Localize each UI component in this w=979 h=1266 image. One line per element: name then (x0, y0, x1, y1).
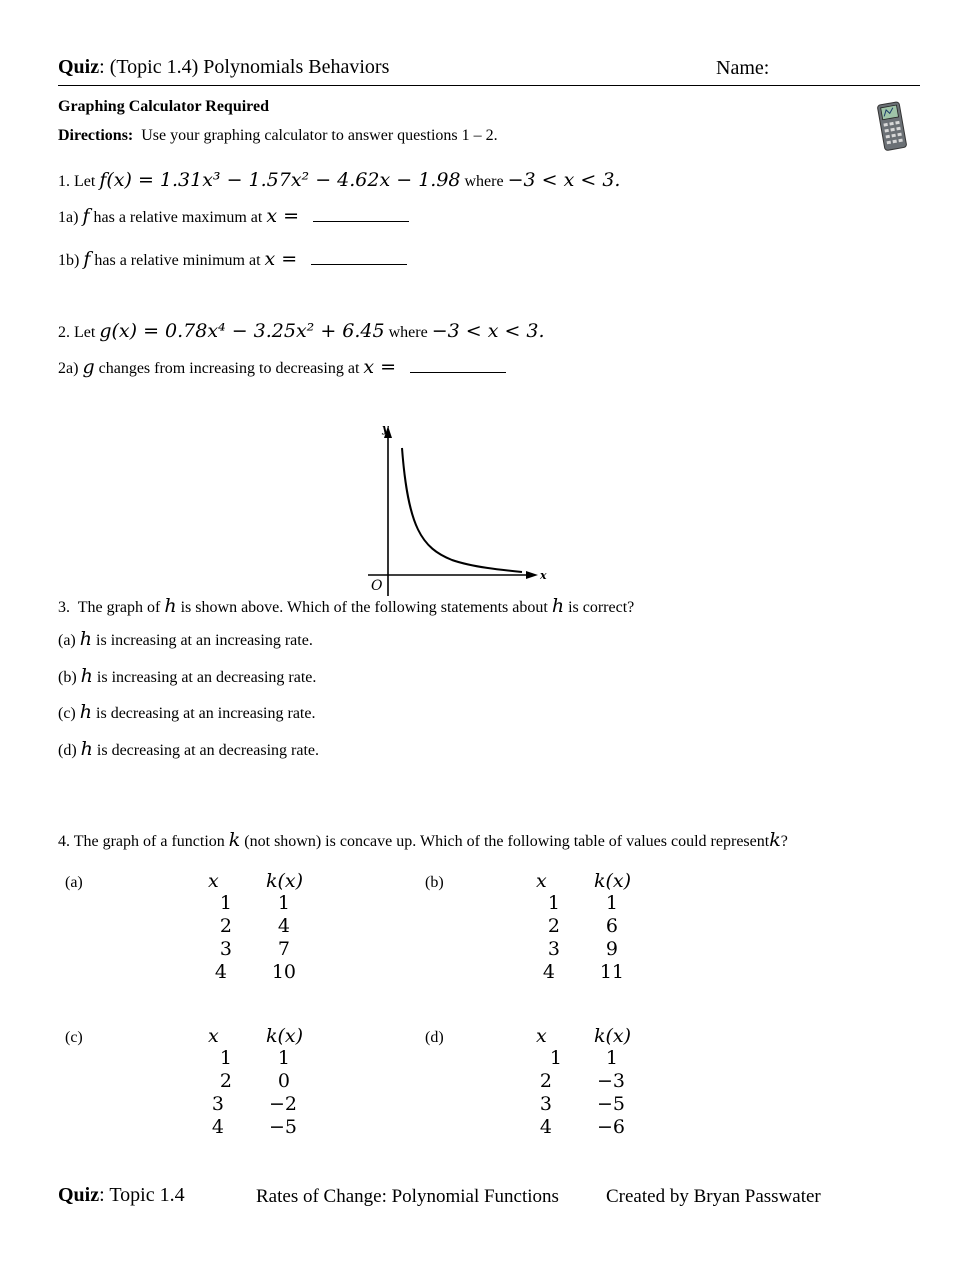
h-curve (402, 448, 522, 572)
q3-number: 3. (58, 599, 70, 616)
table-x-cell: 3 (211, 1093, 224, 1115)
q3a-text: is increasing at an increasing rate. (96, 632, 313, 649)
table-k-header: k(x) (594, 870, 632, 892)
table-x-cell: 4 (214, 961, 227, 983)
table-x-cell: 2 (219, 915, 232, 937)
q1-let: Let (74, 173, 96, 190)
quiz-colon: : (99, 56, 105, 78)
footer-subject: Rates of Change: Polynomial Functions (256, 1186, 559, 1207)
directions-text: Use your graphing calculator to answer questions 1 – 2. (141, 127, 498, 144)
q4-option-b-label[interactable]: (b) (425, 874, 444, 891)
q3-option-a[interactable] (58, 628, 313, 650)
q4-text-middle: (not shown) is concave up. Which of the following table of values could represent (244, 833, 770, 850)
footer-author: Created by Bryan Passwater (606, 1186, 821, 1207)
q3a-label: (a) (58, 632, 76, 649)
table-k-cell: −5 (268, 1116, 297, 1138)
table-k-cell: 9 (605, 938, 618, 960)
directions (58, 127, 498, 145)
q1b-fn: f (83, 248, 91, 270)
table-x-cell: 1 (219, 1047, 232, 1069)
table-k-cell: 1 (605, 892, 618, 914)
question-3 (58, 595, 634, 617)
table-x-header: x (208, 1025, 219, 1047)
table-x-cell: 3 (547, 938, 560, 960)
q4-fn-2: k (769, 829, 781, 851)
q3d-fn: h (80, 738, 93, 760)
q3-option-d[interactable] (58, 738, 319, 760)
q4-number: 4. (58, 833, 70, 850)
q4-text-after: ? (780, 833, 788, 850)
q1-function: f(x) = 1.31x³ − 1.57x² − 4.62x − 1.98 (99, 169, 461, 191)
table-k-cell: 6 (605, 915, 618, 937)
table-x-cell: 1 (219, 892, 232, 914)
q2-function: g(x) = 0.78x⁴ − 3.25x² + 6.45 (99, 320, 385, 342)
q3a-fn: h (79, 628, 93, 650)
q4-fn: k (228, 829, 241, 851)
name-label: Name: (716, 57, 770, 79)
q2-number: 2. (58, 324, 70, 341)
q2a-fn: g (82, 356, 95, 378)
question-4 (58, 829, 788, 851)
table-k-cell: −3 (596, 1070, 625, 1092)
q1b-text: has a relative minimum at (94, 252, 261, 269)
q1b-answer-blank[interactable] (311, 250, 407, 265)
quiz-topic-title: (Topic 1.4) Polynomials Behaviors (109, 56, 390, 78)
table-k-cell: 0 (277, 1070, 290, 1092)
table-x-header: x (536, 870, 547, 892)
table-k-cell: 4 (277, 915, 290, 937)
q1a-fn: f (82, 205, 90, 227)
x-axis-arrow (526, 571, 538, 579)
q3-option-b[interactable] (58, 665, 316, 687)
table-x-cell: 2 (539, 1070, 552, 1092)
q3-text-middle: is shown above. Which of the following statements about (180, 599, 548, 616)
table-k-cell: 10 (271, 961, 296, 983)
table-x-cell: 4 (539, 1116, 552, 1138)
question-1b (58, 248, 407, 270)
q3-text-before: The graph of (77, 599, 161, 616)
table-x-cell: 1 (547, 892, 560, 914)
footer-quiz (58, 1184, 185, 1207)
q3d-text: is decreasing at an decreasing rate. (96, 742, 320, 759)
q1-domain: −3 < x < 3. (507, 169, 621, 191)
table-x-cell: 3 (539, 1093, 552, 1115)
q1a-answer-blank[interactable] (313, 207, 409, 222)
table-k-header: k(x) (266, 1025, 304, 1047)
q1a-var: x = (266, 205, 299, 227)
q4-option-d-label[interactable]: (d) (425, 1029, 444, 1046)
q3d-label: (d) (58, 742, 77, 759)
q1b-label: 1b) (58, 252, 80, 269)
q4-option-c-label[interactable]: (c) (65, 1029, 83, 1046)
question-2 (58, 320, 545, 342)
table-x-cell: 2 (219, 1070, 232, 1092)
q3-fn-2: h (551, 595, 565, 617)
q3c-text: is decreasing at an increasing rate. (96, 705, 316, 722)
table-x-header: x (536, 1025, 547, 1047)
footer-quiz-label: Quiz (58, 1184, 100, 1206)
x-axis-label: x (540, 569, 547, 582)
q3-fn: h (164, 595, 177, 617)
table-k-cell: 11 (599, 961, 624, 983)
q2a-label: 2a) (58, 360, 79, 377)
q4-option-a-label[interactable]: (a) (65, 874, 83, 891)
q2-where: where (388, 324, 428, 341)
q3c-fn: h (79, 701, 93, 723)
q3b-text: is increasing at an decreasing rate. (96, 669, 317, 686)
table-k-cell: 1 (605, 1047, 618, 1069)
table-k-cell: −6 (596, 1116, 625, 1138)
footer-colon: : (99, 1184, 105, 1206)
table-k-cell: 7 (277, 938, 290, 960)
q2a-var: x = (363, 356, 397, 378)
y-axis-label: y (382, 422, 389, 435)
table-k-cell: 1 (277, 892, 290, 914)
quiz-title (58, 56, 389, 79)
table-k-cell: 1 (277, 1047, 290, 1069)
q2-let: Let (74, 324, 96, 341)
quiz-label: Quiz (58, 56, 100, 78)
q4-text-before: The graph of a function (73, 833, 225, 850)
q3b-label: (b) (58, 669, 77, 686)
table-k-header: k(x) (594, 1025, 632, 1047)
graph-svg (362, 418, 562, 598)
question-1a (58, 205, 409, 227)
q2a-answer-blank[interactable] (410, 358, 506, 373)
table-x-cell: 3 (219, 938, 232, 960)
question-2a (58, 356, 506, 378)
question-1 (58, 169, 620, 191)
q3b-fn: h (80, 665, 93, 687)
q1a-label: 1a) (58, 209, 79, 226)
q2a-text: changes from increasing to decreasing at (98, 360, 360, 377)
origin-label: O (371, 578, 383, 594)
q3-option-c[interactable] (58, 701, 315, 723)
q1b-var: x = (264, 248, 298, 270)
q3-text-after: is correct? (568, 599, 635, 616)
table-x-header: x (208, 870, 219, 892)
q1a-text: has a relative maximum at (93, 209, 263, 226)
calculator-icon (876, 100, 910, 157)
q1-where: where (464, 173, 504, 190)
table-k-header: k(x) (266, 870, 304, 892)
table-x-cell: 1 (549, 1047, 562, 1069)
q3c-label: (c) (58, 705, 76, 722)
q2-domain: −3 < x < 3. (431, 320, 545, 342)
calculator-required-heading: Graphing Calculator Required (58, 98, 269, 115)
table-x-cell: 2 (547, 915, 560, 937)
header-rule (58, 85, 920, 86)
graph-of-h (362, 418, 562, 603)
table-x-cell: 4 (542, 961, 555, 983)
footer-topic: Topic 1.4 (109, 1184, 185, 1206)
directions-label: Directions: (58, 127, 134, 144)
table-x-cell: 4 (211, 1116, 224, 1138)
q1-number: 1. (58, 173, 70, 190)
table-k-cell: −5 (596, 1093, 625, 1115)
table-k-cell: −2 (268, 1093, 297, 1115)
